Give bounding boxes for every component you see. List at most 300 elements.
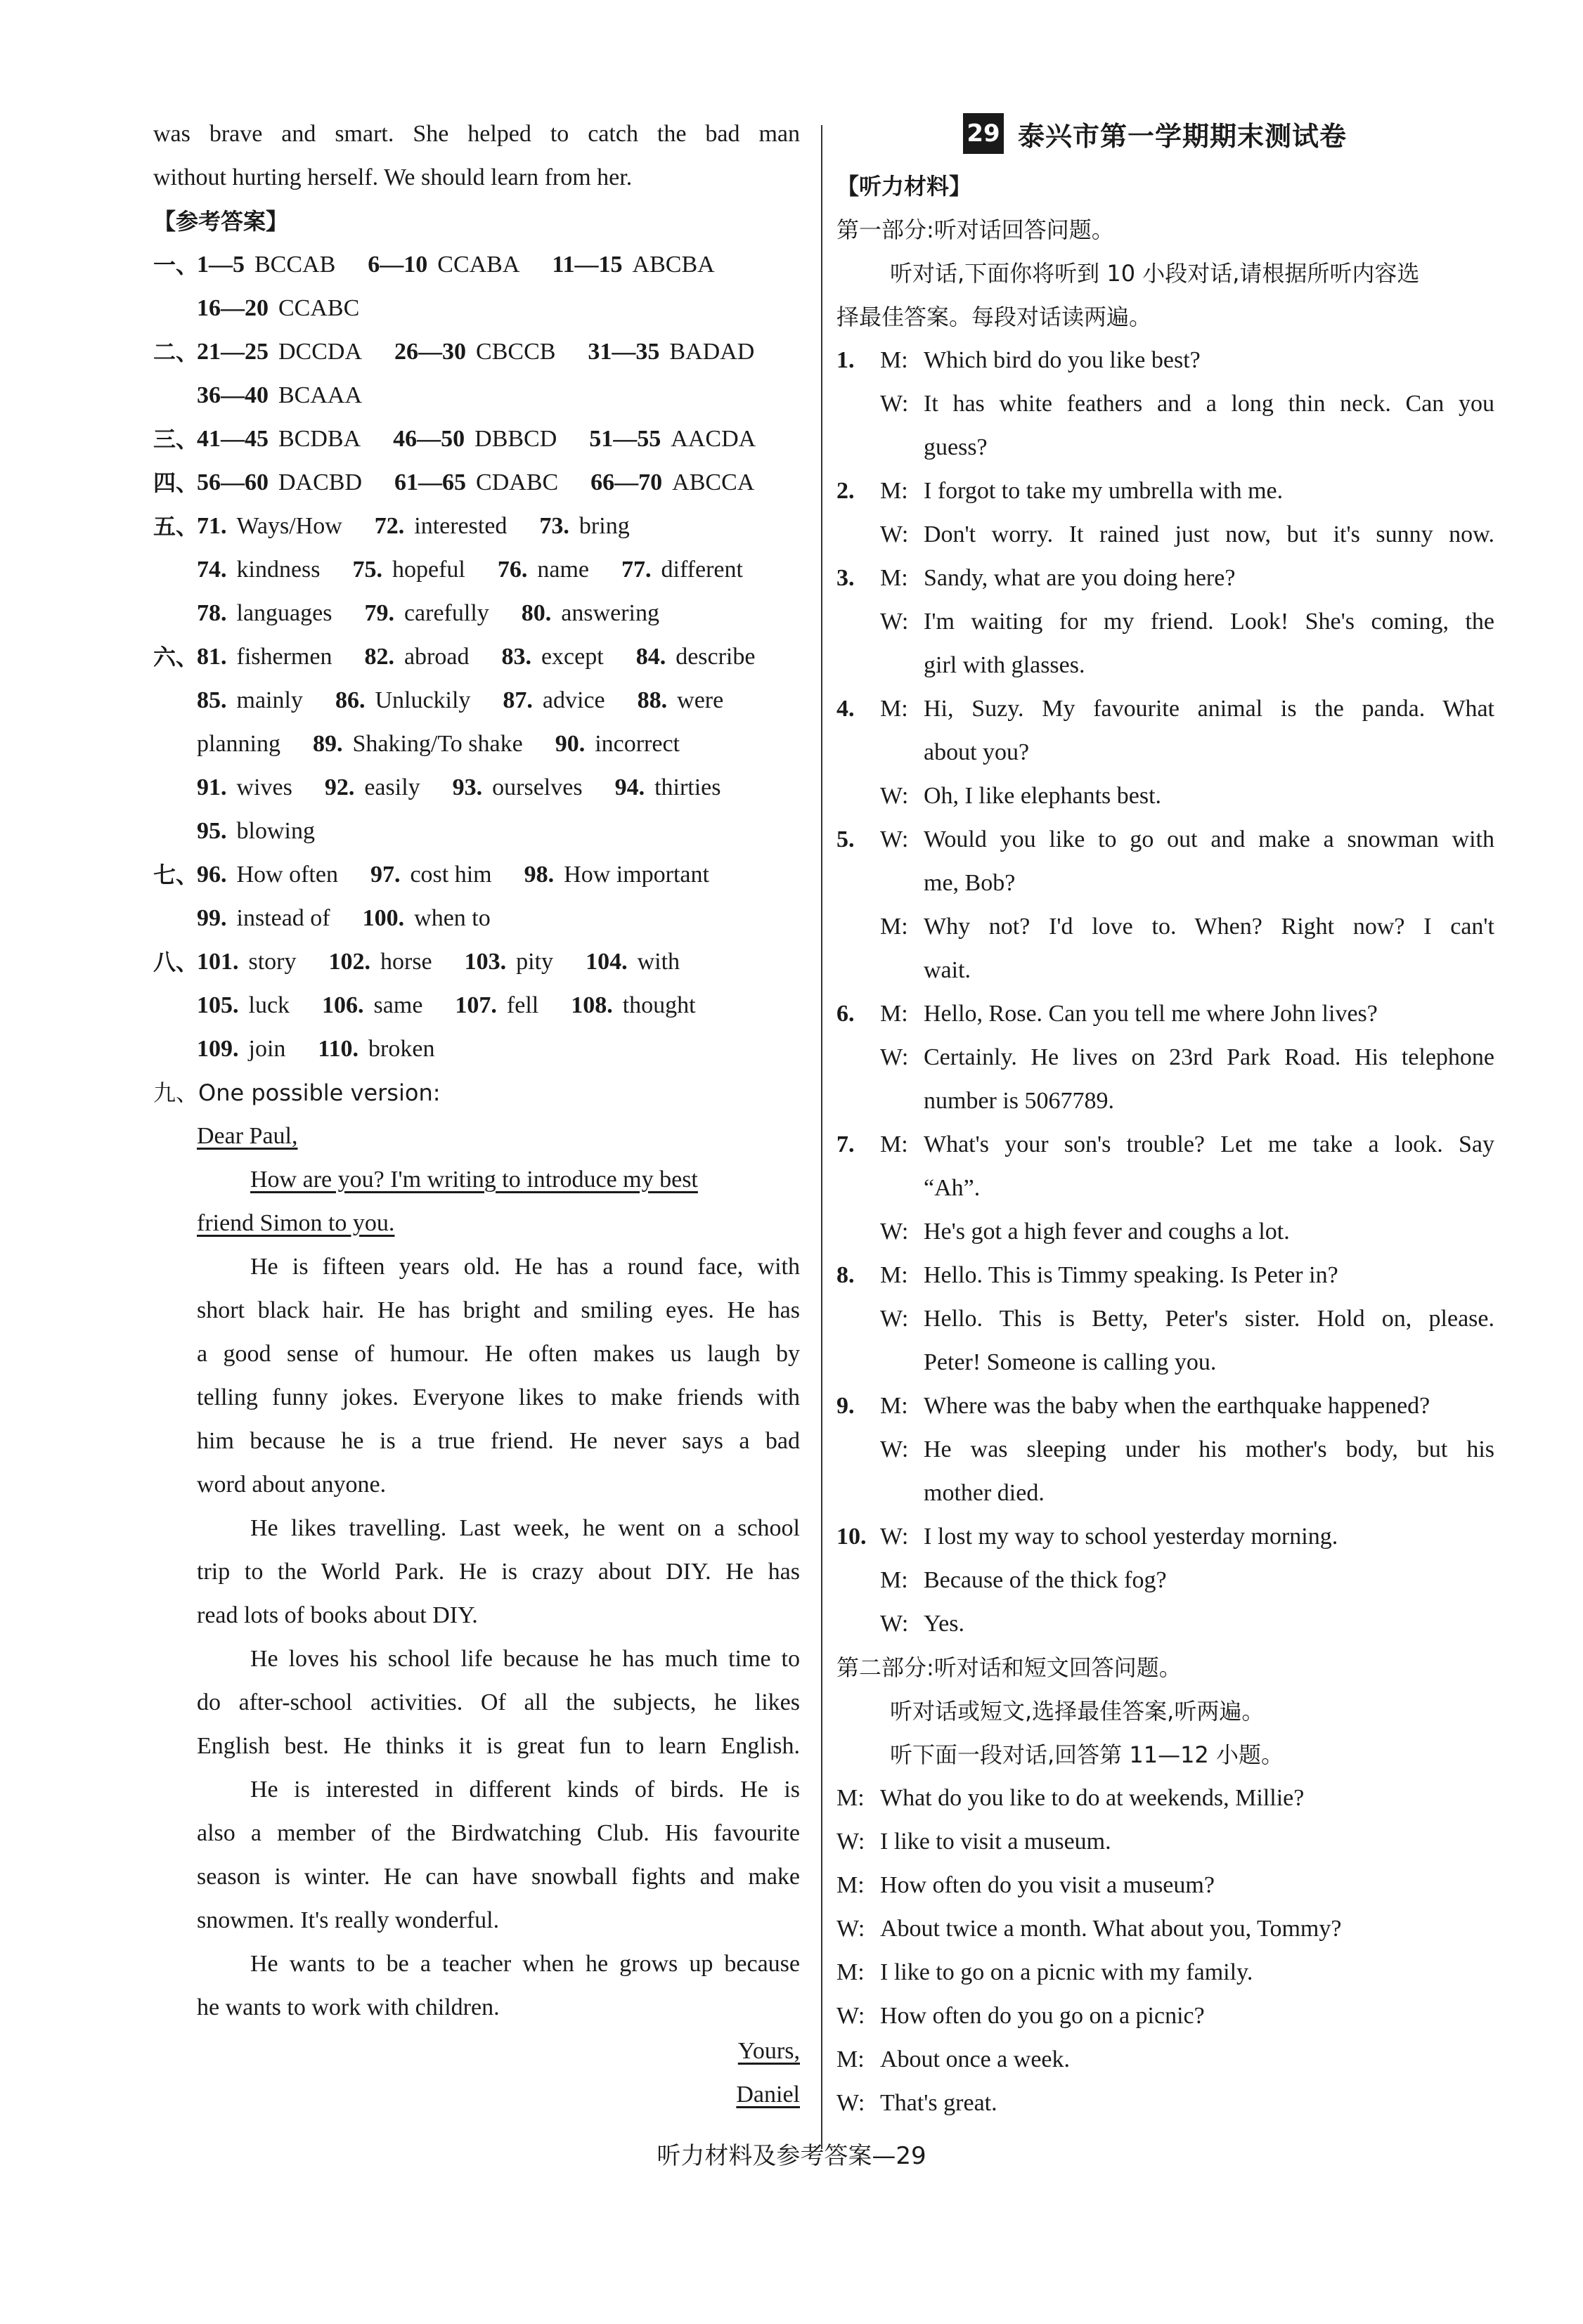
answer-number: 97. xyxy=(370,862,401,888)
answer-row xyxy=(153,940,800,984)
dialogue-number: 7. xyxy=(836,1131,855,1157)
answer-row xyxy=(153,330,800,374)
dialogue-number: 4. xyxy=(836,696,855,722)
answer-item xyxy=(197,766,301,810)
dialogue-speaker: W: xyxy=(880,1219,909,1245)
answer-number: 16—20 xyxy=(197,295,269,321)
answer-number: 101. xyxy=(197,949,239,975)
answer-section-label: 七、 xyxy=(153,862,199,888)
dialogue-text: Where was the baby when the earthquake happened? xyxy=(924,1393,1430,1419)
answer-row xyxy=(153,897,800,940)
answer-section-label: 三、 xyxy=(153,426,199,453)
answer-value: except xyxy=(541,644,604,670)
dialogue-speaker: W: xyxy=(880,1611,909,1637)
dialogue-text: Which bird do you like best? xyxy=(924,347,1201,373)
answer-value: name xyxy=(537,557,589,583)
conversation-speaker: M: xyxy=(836,2046,865,2072)
dialogue-text: Hello. This is Betty, Peter's sister. Hold on, please. xyxy=(924,1306,1494,1332)
answer-row xyxy=(153,984,800,1027)
answer-number: 26—30 xyxy=(394,339,467,365)
answer-item xyxy=(197,243,344,287)
answer-value: BADAD xyxy=(669,339,755,365)
letter-opening: friend Simon to you. xyxy=(197,1210,395,1236)
dialogue-line xyxy=(836,513,1494,557)
answer-item xyxy=(453,766,591,810)
dialogue-line xyxy=(836,862,1494,905)
dialogue-speaker xyxy=(880,949,924,992)
dialogue-number: 3. xyxy=(836,565,855,591)
essay-line: word about anyone. xyxy=(197,1472,387,1498)
conversation-text: I like to go on a picnic with my family. xyxy=(880,1959,1253,1985)
answer-list xyxy=(153,243,800,1071)
answer-item xyxy=(455,984,547,1027)
dialogue-text: He's got a high fever and coughs a lot. xyxy=(924,1219,1290,1245)
answer-row xyxy=(153,853,800,897)
dialogue-line xyxy=(836,1384,1494,1428)
conversation-speaker: M: xyxy=(836,1785,865,1811)
answer-item xyxy=(329,940,441,984)
dialogue-line xyxy=(836,1472,1494,1515)
answer-value: ourselves xyxy=(492,774,583,800)
answer-number: 74. xyxy=(197,557,227,583)
dialogue-speaker: M: xyxy=(880,914,908,940)
dialogue-speaker: M: xyxy=(880,1567,908,1593)
answer-value: kindness xyxy=(236,557,321,583)
answer-value: languages xyxy=(236,600,332,626)
dialogue-text: I'm waiting for my friend. Look! She's coming, the xyxy=(924,609,1494,635)
dialogue-number xyxy=(836,1036,880,1079)
right-column xyxy=(836,112,1494,2125)
answer-number: 41—45 xyxy=(197,426,269,452)
conversation-speaker: W: xyxy=(836,1916,865,1942)
answer-value: wives xyxy=(236,774,292,800)
answer-row xyxy=(153,243,800,287)
dialogue-number xyxy=(836,1472,880,1515)
answer-row xyxy=(153,810,800,853)
dialogue-number xyxy=(836,949,880,992)
conversation-line xyxy=(836,1907,1494,1951)
answer-value: How important xyxy=(564,862,709,888)
answer-number: 36—40 xyxy=(197,382,269,408)
dialogue-line xyxy=(836,774,1494,818)
answer-number: 1—5 xyxy=(197,252,245,278)
answer-number: 103. xyxy=(464,949,507,975)
answer-number: 73. xyxy=(539,513,569,539)
essay-line: also a member of the Birdwatching Club. His favourite xyxy=(197,1820,800,1846)
answer-number: 66—70 xyxy=(590,469,663,495)
dialogue-number: 6. xyxy=(836,1001,855,1027)
answer-number: 104. xyxy=(586,949,628,975)
answer-value: carefully xyxy=(403,600,489,626)
dialogue-line xyxy=(836,469,1494,513)
answer-number: 78. xyxy=(197,600,227,626)
answer-value: BCAAA xyxy=(278,382,363,408)
answer-row xyxy=(153,417,800,461)
dialogue-number xyxy=(836,600,880,644)
essay-line: He is interested in different kinds of birds. He is xyxy=(250,1777,800,1803)
answer-value: planning xyxy=(197,731,280,757)
intro-line: without hurting herself. We should learn from her. xyxy=(153,164,633,190)
answer-row xyxy=(153,592,800,635)
letter-opening: How are you? I'm writing to introduce my best xyxy=(250,1167,698,1193)
answer-item xyxy=(197,1027,294,1071)
answer-item xyxy=(322,984,431,1027)
dialogue-text: He was sleeping under his mother's body, but his xyxy=(924,1436,1494,1462)
essay-line: read lots of books about DIY. xyxy=(197,1602,478,1628)
dialogue-line xyxy=(836,1079,1494,1123)
dialogue-text: Sandy, what are you doing here? xyxy=(924,565,1236,591)
answer-number: 95. xyxy=(197,818,227,844)
answer-number: 90. xyxy=(555,731,586,757)
dialogue-text: Hello, Rose. Can you tell me where John lives? xyxy=(924,1001,1378,1027)
answer-number: 61—65 xyxy=(394,469,467,495)
answer-value: CBCCB xyxy=(476,339,556,365)
answer-number: 100. xyxy=(362,905,405,931)
dialogue-number xyxy=(836,1602,880,1646)
answer-number: 56—60 xyxy=(197,469,269,495)
answer-row xyxy=(153,722,800,766)
answer-value: different xyxy=(661,557,743,583)
answer-number: 72. xyxy=(374,513,405,539)
page-footer: 听力材料及参考答案—29 xyxy=(657,2142,926,2170)
answer-item xyxy=(394,330,564,374)
dialogue-number xyxy=(836,905,880,949)
essay-line: He wants to be a teacher when he grows up because xyxy=(250,1951,800,1977)
essay-body xyxy=(153,1245,800,2030)
letter-closing: Yours, xyxy=(737,2038,800,2064)
answer-row xyxy=(153,461,800,505)
dialogue-number: 5. xyxy=(836,826,855,852)
answer-item xyxy=(590,461,763,505)
answer-value: incorrect xyxy=(595,731,680,757)
dialogue-speaker: W: xyxy=(880,826,909,852)
conversation-speaker: W: xyxy=(836,2003,865,2029)
answer-row xyxy=(153,287,800,330)
conversation-line xyxy=(836,1777,1494,1820)
conversation-line xyxy=(836,1820,1494,1864)
dialogue-line xyxy=(836,1559,1494,1602)
answer-value: bring xyxy=(579,513,630,539)
answer-number: 6—10 xyxy=(368,252,428,278)
conversation xyxy=(836,1777,1494,2125)
answer-section-label: 一、 xyxy=(153,252,199,278)
answer-value: describe xyxy=(676,644,756,670)
answer-item xyxy=(588,330,763,374)
conversation-line xyxy=(836,2038,1494,2082)
dialogue-speaker: W: xyxy=(880,783,909,809)
dialogue-number: 8. xyxy=(836,1262,855,1288)
dialogue-text: guess? xyxy=(924,434,988,460)
dialogue-text: Because of the thick fog? xyxy=(924,1567,1167,1593)
answer-item xyxy=(621,548,751,592)
dialogue-text: Peter! Someone is calling you. xyxy=(924,1349,1217,1375)
answer-item xyxy=(197,417,369,461)
answer-item xyxy=(364,635,477,679)
answer-number: 89. xyxy=(312,731,343,757)
answer-item xyxy=(197,505,351,548)
dialogue-line xyxy=(836,1341,1494,1384)
answer-value: hopeful xyxy=(392,557,465,583)
answer-number: 106. xyxy=(322,992,364,1018)
dialogue-line xyxy=(836,1036,1494,1079)
answer-item xyxy=(503,679,613,722)
answer-number: 82. xyxy=(364,644,394,670)
conversation-line xyxy=(836,1951,1494,1994)
dialogue-text: What's your son's trouble? Let me take a look. Say xyxy=(924,1131,1494,1157)
dialogue-text: Yes. xyxy=(924,1611,964,1637)
answer-value: ABCCA xyxy=(672,469,755,495)
answer-item xyxy=(539,505,638,548)
answer-number: 84. xyxy=(635,644,666,670)
conversation-line xyxy=(836,1864,1494,1907)
answer-item xyxy=(197,287,368,330)
dialogue-text: Hi, Suzy. My favourite animal is the panda. What xyxy=(924,696,1494,722)
answer-item xyxy=(197,853,347,897)
answer-value: pity xyxy=(516,949,554,975)
part2-heading: 第二部分:听对话和短文回答问题。 xyxy=(836,1654,1182,1681)
dialogue-number xyxy=(836,731,880,774)
dialogue-line xyxy=(836,1167,1494,1210)
dialogue-speaker: M: xyxy=(880,1262,908,1288)
dialogue-number xyxy=(836,1559,880,1602)
answer-number: 81. xyxy=(197,644,227,670)
dialogue-speaker xyxy=(880,1079,924,1123)
answer-value: thirties xyxy=(654,774,721,800)
dialogue-number xyxy=(836,862,880,905)
dialogue-line xyxy=(836,382,1494,426)
answer-value: blowing xyxy=(236,818,315,844)
answer-item xyxy=(393,417,565,461)
dialogue-number xyxy=(836,774,880,818)
answer-item xyxy=(197,548,329,592)
dialogue-text: about you? xyxy=(924,739,1030,765)
answer-item xyxy=(555,722,688,766)
conversation-text: How often do you visit a museum? xyxy=(880,1872,1215,1898)
dialogue-number xyxy=(836,382,880,426)
answer-item xyxy=(318,1027,443,1071)
answer-number: 51—55 xyxy=(589,426,661,452)
dialogue-line xyxy=(836,600,1494,644)
answer-row xyxy=(153,1027,800,1071)
dialogue-speaker: W: xyxy=(880,1306,909,1332)
answer-item xyxy=(524,853,718,897)
dialogue-line xyxy=(836,1123,1494,1167)
answer-number: 94. xyxy=(614,774,645,800)
dialogue-text: “Ah”. xyxy=(924,1175,981,1201)
answer-number: 86. xyxy=(335,687,366,713)
dialogue-line xyxy=(836,644,1494,687)
essay-line: telling funny jokes. Everyone likes to make friends with xyxy=(197,1384,800,1410)
dialogue-speaker: M: xyxy=(880,1001,908,1027)
test-title: 泰兴市第一学期期末测试卷 xyxy=(1018,120,1348,152)
answer-value: DACBD xyxy=(278,469,363,495)
dialogue-number xyxy=(836,1167,880,1210)
dialogue-line xyxy=(836,426,1494,469)
dialogue-text: I forgot to take my umbrella with me. xyxy=(924,478,1284,504)
essay-line: short black hair. He has bright and smiling eyes. He has xyxy=(197,1297,800,1323)
answer-value: fell xyxy=(506,992,539,1018)
answer-value: AACDA xyxy=(671,426,756,452)
dialogue-line xyxy=(836,949,1494,992)
material-heading: 【听力材料】 xyxy=(836,173,972,200)
dialogue-number xyxy=(836,426,880,469)
answer-number: 79. xyxy=(364,600,394,626)
dialogue-text: mother died. xyxy=(924,1480,1045,1506)
conversation-text: How often do you go on a picnic? xyxy=(880,2003,1205,2029)
essay-label: 九、One possible version: xyxy=(153,1079,441,1106)
dialogue-number xyxy=(836,1079,880,1123)
dialogue-number xyxy=(836,513,880,557)
answer-value: Shaking/To shake xyxy=(352,731,523,757)
answer-value: advice xyxy=(542,687,605,713)
answer-value: BCDBA xyxy=(278,426,361,452)
conversation-text: What do you like to do at weekends, Millie? xyxy=(880,1785,1305,1811)
answer-item xyxy=(370,853,500,897)
answer-section-label: 五、 xyxy=(153,513,199,540)
dialogue-speaker xyxy=(880,426,924,469)
answer-number: 11—15 xyxy=(552,252,623,278)
answer-value: story xyxy=(248,949,297,975)
conversation-line xyxy=(836,1994,1494,2038)
answer-value: answering xyxy=(561,600,660,626)
dialogue-speaker: M: xyxy=(880,696,908,722)
dialogue-number xyxy=(836,1297,880,1341)
answer-item xyxy=(363,897,499,940)
answer-value: join xyxy=(248,1036,286,1062)
essay-line: season is winter. He can have snowball fights and make xyxy=(197,1864,800,1890)
dialogue-list xyxy=(836,339,1494,1646)
answer-value: easily xyxy=(364,774,420,800)
part1-instruction: 择最佳答案。每段对话读两遍。 xyxy=(836,304,1152,330)
essay-line: do after-school activities. Of all the subjects, he likes xyxy=(197,1689,800,1715)
answer-number: 46—50 xyxy=(393,426,465,452)
essay-line: He likes travelling. Last week, he went on a school xyxy=(250,1515,800,1541)
answer-item xyxy=(197,374,370,417)
dialogue-text: wait. xyxy=(924,957,971,983)
dialogue-speaker: W: xyxy=(880,521,909,547)
answer-value: with xyxy=(637,949,680,975)
dialogue-speaker: M: xyxy=(880,1393,908,1419)
dialogue-speaker xyxy=(880,1341,924,1384)
answer-value: when to xyxy=(414,905,491,931)
dialogue-number xyxy=(836,1341,880,1384)
answer-item xyxy=(197,984,298,1027)
dialogue-number xyxy=(836,644,880,687)
part2-instruction: 听对话或短文,选择最佳答案,听两遍。 xyxy=(890,1698,1265,1725)
answer-row xyxy=(153,505,800,548)
answer-item xyxy=(571,984,704,1027)
essay-line: him because he is a true friend. He never says a bad xyxy=(197,1428,800,1454)
dialogue-speaker: W: xyxy=(880,1044,909,1070)
dialogue-text: Why not? I'd love to. When? Right now? I can't xyxy=(924,914,1494,940)
answer-item xyxy=(197,940,305,984)
essay-line: English best. He thinks it is great fun to learn English. xyxy=(197,1733,800,1759)
dialogue-line xyxy=(836,818,1494,862)
letter-signature: Daniel xyxy=(736,2082,800,2108)
answer-section-label: 八、 xyxy=(153,949,199,975)
answer-row xyxy=(153,374,800,417)
answer-section-label: 二、 xyxy=(153,339,199,365)
answer-number: 108. xyxy=(571,992,613,1018)
dialogue-speaker xyxy=(880,1167,924,1210)
answer-section-label: 四、 xyxy=(153,469,199,496)
answer-number: 31—35 xyxy=(588,339,660,365)
answer-item xyxy=(615,766,730,810)
answer-item xyxy=(522,592,668,635)
answer-value: abroad xyxy=(403,644,470,670)
answer-value: interested xyxy=(414,513,508,539)
answer-number: 85. xyxy=(197,687,227,713)
dialogue-number: 2. xyxy=(836,478,855,504)
letter-greeting: Dear Paul, xyxy=(197,1123,298,1149)
dialogue-line xyxy=(836,992,1494,1036)
answer-row xyxy=(153,548,800,592)
answer-value: Ways/How xyxy=(236,513,342,539)
answer-value: same xyxy=(373,992,423,1018)
dialogue-speaker xyxy=(880,1472,924,1515)
answer-number: 93. xyxy=(452,774,483,800)
dialogue-speaker: M: xyxy=(880,347,908,373)
dialogue-speaker: M: xyxy=(880,565,908,591)
answer-heading: 【参考答案】 xyxy=(153,208,289,235)
dialogue-speaker xyxy=(880,644,924,687)
dialogue-line xyxy=(836,557,1494,600)
conversation-text: About twice a month. What about you, Tommy? xyxy=(880,1916,1342,1942)
answer-item xyxy=(313,722,531,766)
answer-value: thought xyxy=(622,992,696,1018)
answer-number: 83. xyxy=(501,644,531,670)
dialogue-number: 10. xyxy=(836,1524,867,1550)
essay-line: He loves his school life because he has much time to xyxy=(250,1646,800,1672)
answer-item xyxy=(364,592,497,635)
answer-value: CCABA xyxy=(437,252,520,278)
answer-number: 98. xyxy=(524,862,555,888)
dialogue-text: Certainly. He lives on 23rd Park Road. His telephone xyxy=(924,1044,1494,1070)
answer-value: broken xyxy=(368,1036,435,1062)
answer-number: 92. xyxy=(324,774,355,800)
answer-value: BCCAB xyxy=(254,252,336,278)
dialogue-speaker xyxy=(880,731,924,774)
answer-item xyxy=(589,417,764,461)
dialogue-line xyxy=(836,339,1494,382)
answer-item xyxy=(498,548,597,592)
answer-number: 80. xyxy=(521,600,552,626)
answer-row xyxy=(153,635,800,679)
answer-item xyxy=(394,461,567,505)
dialogue-number xyxy=(836,1428,880,1472)
dialogue-speaker: W: xyxy=(880,1524,909,1550)
answer-item xyxy=(353,548,474,592)
conversation-text: I like to visit a museum. xyxy=(880,1829,1111,1855)
answer-row xyxy=(153,679,800,722)
dialogue-line xyxy=(836,1602,1494,1646)
dialogue-line xyxy=(836,1254,1494,1297)
answer-value: instead of xyxy=(236,905,330,931)
answer-number: 105. xyxy=(197,992,239,1018)
answer-item xyxy=(501,635,612,679)
answer-value: Unluckily xyxy=(375,687,471,713)
answer-number: 71. xyxy=(197,513,227,539)
answer-number: 110. xyxy=(318,1036,359,1062)
answer-item xyxy=(552,243,723,287)
dialogue-text: Hello. This is Timmy speaking. Is Peter in? xyxy=(924,1262,1338,1288)
essay-line: snowmen. It's really wonderful. xyxy=(197,1907,500,1933)
answer-item xyxy=(636,635,764,679)
essay-line: a good sense of humour. He often makes us laugh by xyxy=(197,1341,800,1367)
answer-section-label: 六、 xyxy=(153,644,199,670)
answer-item xyxy=(197,679,311,722)
answer-value: were xyxy=(677,687,724,713)
